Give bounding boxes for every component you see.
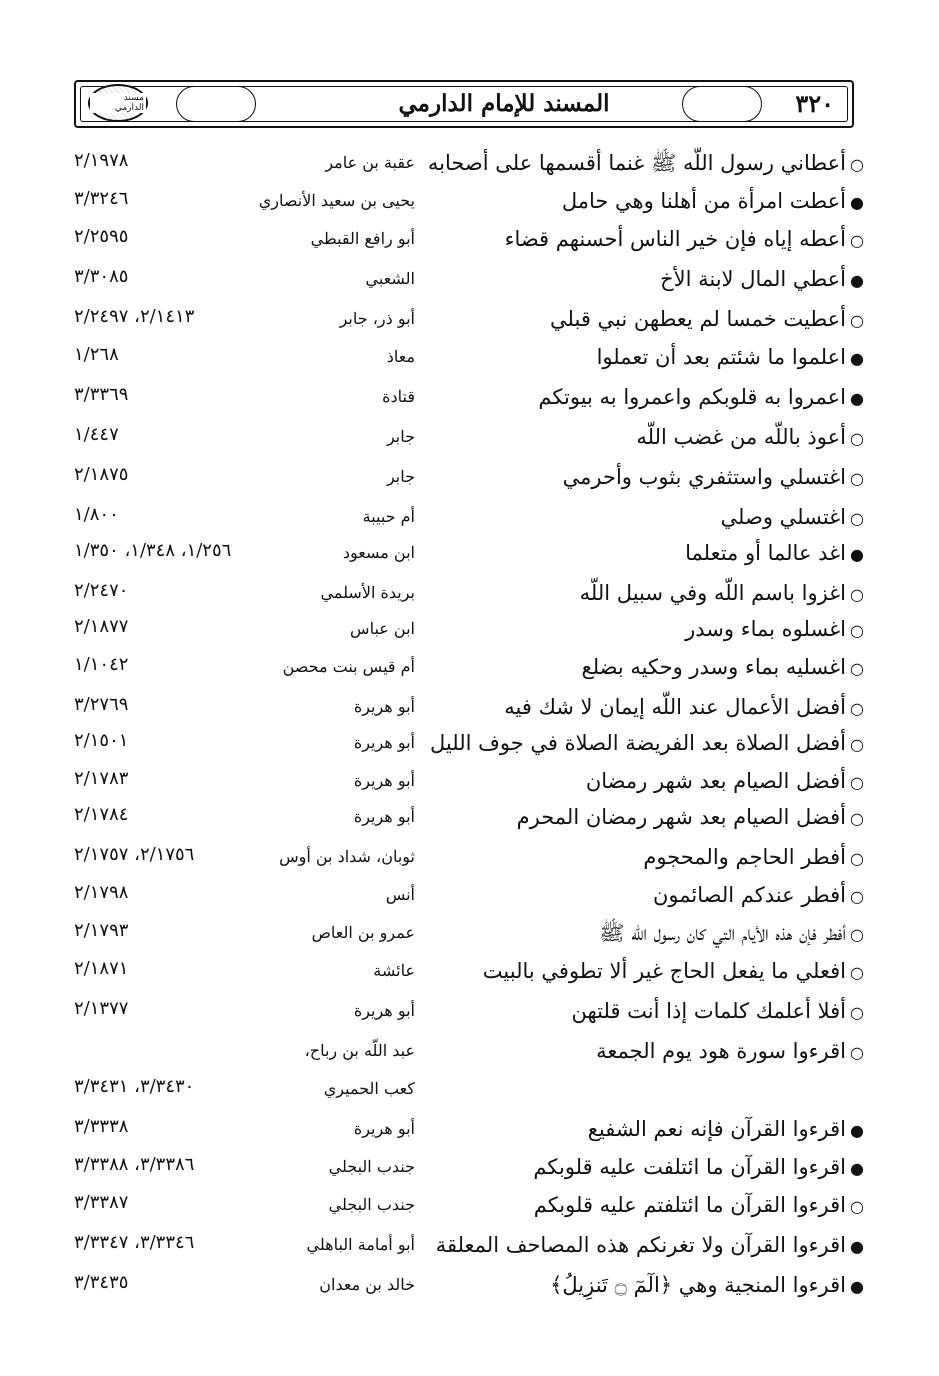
hadith-text	[444, 536, 864, 572]
hadith-text	[427, 146, 864, 182]
hadith-text-content: أعطي المال لابنة الأخ	[660, 267, 846, 291]
volume-hadith-reference: ١/٢٥٦، ١/٣٤٨، ١/٣٥٠	[74, 540, 232, 561]
index-entry	[0, 184, 939, 220]
hadith-text	[444, 1072, 864, 1106]
index-entry	[0, 954, 939, 990]
narrator-name: أبو ذر، جابر	[339, 309, 415, 328]
hadith-text-content: أفضل الأعمال عند اللّه إيمان لا شك فيه	[504, 695, 846, 719]
hadith-text	[444, 650, 864, 686]
index-entry	[0, 500, 939, 536]
hollow-bullet-icon: ○	[850, 1003, 864, 1022]
narrator-name: أبو أمامة الباهلي	[306, 1235, 415, 1254]
index-entry	[0, 650, 939, 686]
narrator-name: ابن عباس	[350, 619, 415, 638]
narrator-name: قتادة	[382, 387, 415, 406]
volume-hadith-reference: ٢/١٤١٣، ٢/٢٤٩٧	[74, 306, 195, 327]
hadith-text-content: أفطر الحاجم والمحجوم	[643, 845, 846, 869]
hollow-bullet-icon: ○	[850, 585, 864, 604]
narrator-name: عمرو بن العاص	[311, 923, 415, 942]
hadith-text-content: أعطاني رسول اللّه ﷺ غنما أقسمها على أصحابه	[427, 151, 846, 175]
hadith-text	[444, 916, 864, 952]
hadith-text	[444, 380, 864, 416]
hadith-text-content: أفطر فإن هذه الأيام التي كان رسول اللّه ﷺ	[599, 921, 846, 945]
index-entry	[0, 800, 939, 836]
index-entry	[0, 262, 939, 298]
hadith-text-content: اغسلوه بماء وسدر	[685, 617, 846, 641]
index-entry	[0, 690, 939, 726]
index-entry	[0, 726, 939, 762]
filled-bullet-icon: ●	[850, 545, 864, 564]
hadith-text	[444, 994, 864, 1030]
volume-hadith-reference: ٣/٢٧٦٩	[74, 694, 129, 715]
index-entry	[0, 1228, 939, 1264]
filled-bullet-icon: ●	[850, 271, 864, 290]
index-entry	[0, 1034, 939, 1070]
volume-hadith-reference: ٢/١٨٧٥	[74, 464, 129, 485]
narrator-name: معاذ	[386, 347, 415, 366]
volume-hadith-reference: ٢/١٩٧٨	[74, 150, 129, 171]
hollow-bullet-icon: ○	[850, 963, 864, 982]
hollow-bullet-icon: ○	[850, 659, 864, 678]
narrator-name: أم حبيبة	[362, 507, 415, 526]
index-entry	[0, 878, 939, 914]
filled-bullet-icon: ●	[850, 1237, 864, 1256]
hadith-text	[444, 1150, 864, 1186]
index-entry	[0, 1268, 939, 1304]
hollow-bullet-icon: ○	[850, 1043, 864, 1062]
volume-hadith-reference: ٣/٣٣٨٦، ٣/٣٣٨٨	[74, 1154, 195, 1175]
narrator-name: جندب البجلي	[328, 1157, 415, 1176]
narrator-name: يحيى بن سعيد الأنصاري	[258, 191, 415, 210]
index-entry	[0, 340, 939, 376]
volume-hadith-reference: ١/٢٦٨	[74, 344, 119, 365]
index-entry	[0, 916, 939, 952]
hadith-text	[444, 1112, 864, 1148]
hadith-text	[444, 222, 864, 258]
filled-bullet-icon: ●	[850, 389, 864, 408]
volume-hadith-reference: ٢/١٥٠١	[74, 730, 129, 751]
narrator-name: بريدة الأسلمي	[320, 583, 415, 602]
narrator-name: أبو هريرة	[353, 697, 415, 716]
hadith-text-content: اغد عالما أو متعلما	[685, 541, 846, 565]
volume-hadith-reference: ٢/١٨٧١	[74, 958, 129, 979]
narrator-name: جابر	[386, 427, 415, 446]
hadith-text-content: أفضل الصيام بعد شهر رمضان	[585, 769, 846, 793]
filled-bullet-icon: ●	[850, 193, 864, 212]
page-number: ٣٢٠	[795, 89, 834, 118]
index-entry	[0, 1150, 939, 1186]
volume-hadith-reference: ٢/١٧٥٦، ٢/١٧٥٧	[74, 844, 195, 865]
hadith-text	[444, 302, 864, 338]
volume-hadith-reference: ٣/٣٤٣٠، ٣/٣٤٣١	[74, 1076, 195, 1097]
volume-hadith-reference: ٣/٣٤٣٥	[74, 1272, 129, 1293]
index-entry	[0, 536, 939, 572]
index-entry	[0, 302, 939, 338]
hollow-bullet-icon: ○	[850, 509, 864, 528]
hollow-bullet-icon: ○	[850, 311, 864, 330]
hadith-text	[444, 690, 864, 726]
hollow-bullet-icon: ○	[850, 925, 864, 944]
volume-hadith-reference: ٣/٣٣٤٦، ٣/٣٣٤٧	[74, 1232, 195, 1253]
hadith-text-content: اغسليه بماء وسدر وحكيه بضلع	[581, 655, 846, 679]
volume-hadith-reference: ٢/١٨٧٧	[74, 616, 129, 637]
hadith-text-content: اقرءوا القرآن ما ائتلفت عليه قلوبكم	[533, 1155, 846, 1179]
index-entry	[0, 420, 939, 456]
index-entry	[0, 222, 939, 258]
narrator-name: أبو رافع القبطي	[310, 229, 415, 248]
hadith-text-content: أعطيت خمسا لم يعطهن نبي قبلي	[550, 307, 846, 331]
index-entry	[0, 840, 939, 876]
hadith-text-content: اقرءوا المنجية وهي ﴿الٓمٓ ۝ تَنزِيلُ﴾	[550, 1273, 846, 1297]
hollow-bullet-icon: ○	[850, 155, 864, 174]
filled-bullet-icon: ●	[850, 1277, 864, 1296]
volume-hadith-reference: ٢/١٧٩٣	[74, 920, 129, 941]
index-entry	[0, 612, 939, 648]
hadith-text	[444, 420, 864, 456]
narrator-name: أنس	[385, 885, 415, 904]
volume-hadith-reference: ٣/٣٣٦٩	[74, 384, 129, 405]
index-entry	[0, 764, 939, 800]
volume-hadith-reference: ٣/٣٢٤٦	[74, 188, 129, 209]
hadith-text-content: أفلا أعلمك كلمات إذا أنت قلتهن	[571, 999, 846, 1023]
hadith-text	[444, 1268, 864, 1304]
narrator-name: أم قيس بنت محصن	[282, 657, 415, 676]
narrator-name: الشعبي	[365, 269, 415, 288]
index-entry	[0, 576, 939, 612]
volume-hadith-reference: ٢/١٧٩٨	[74, 882, 129, 903]
hadith-text-content: اغتسلي واستثفري بثوب وأحرمي	[562, 465, 846, 489]
hadith-text-content: اعمروا به قلوبكم واعمروا به بيوتكم	[538, 385, 846, 409]
hollow-bullet-icon: ○	[850, 849, 864, 868]
hollow-bullet-icon: ○	[850, 887, 864, 906]
hadith-text-content: أعطه إياه فإن خير الناس أحسنهم قضاء	[504, 227, 846, 251]
narrator-name: أبو هريرة	[353, 807, 415, 826]
hadith-text-content: اغتسلي وصلي	[720, 505, 846, 529]
hadith-text-content: افعلي ما يفعل الحاج غير ألا تطوفي بالبيت	[482, 959, 846, 983]
hadith-text-content: اقرءوا القرآن ولا تغرنكم هذه المصاحف المعلقة	[435, 1233, 846, 1257]
narrator-name: أبو هريرة	[353, 1119, 415, 1138]
hadith-text	[444, 460, 864, 496]
volume-hadith-reference: ٢/١٣٧٧	[74, 998, 129, 1019]
hadith-text-content: أعطت امرأة من أهلنا وهي حامل	[561, 189, 846, 213]
hadith-text	[444, 500, 864, 536]
hollow-bullet-icon: ○	[850, 1197, 864, 1216]
narrator-name: جندب البجلي	[328, 1195, 415, 1214]
hadith-text-content: أفضل الصيام بعد شهر رمضان المحرم	[516, 805, 846, 829]
index-entry	[0, 1112, 939, 1148]
index-entry	[0, 460, 939, 496]
hadith-text-content: أفطر عندكم الصائمون	[653, 883, 846, 907]
narrator-name: أبو هريرة	[353, 771, 415, 790]
hadith-text	[444, 764, 864, 800]
volume-hadith-reference: ٣/٣٠٨٥	[74, 266, 129, 287]
hollow-bullet-icon: ○	[850, 773, 864, 792]
narrator-name: عائشة	[373, 961, 415, 980]
hadith-text	[444, 340, 864, 376]
hollow-bullet-icon: ○	[850, 231, 864, 250]
hadith-text	[444, 184, 864, 220]
hadith-text	[444, 612, 864, 648]
hollow-bullet-icon: ○	[850, 469, 864, 488]
narrator-name: خالد بن معدان	[319, 1275, 415, 1294]
narrator-name: كعب الحميري	[323, 1079, 415, 1098]
hadith-text-content: اقرءوا القرآن فإنه نعم الشفيع	[587, 1117, 846, 1141]
volume-hadith-reference: ٢/١٧٨٤	[74, 804, 129, 825]
index-entry	[0, 380, 939, 416]
hadith-text	[444, 262, 864, 298]
hadith-text-content: اقرءوا القرآن ما ائتلفتم عليه قلوبكم	[533, 1193, 846, 1217]
narrator-name: أبو هريرة	[353, 1001, 415, 1020]
hadith-text-content: اعلموا ما شئتم بعد أن تعملوا	[596, 345, 846, 369]
volume-hadith-reference: ٢/٢٤٧٠	[74, 580, 129, 601]
hollow-bullet-icon: ○	[850, 699, 864, 718]
seal-text: مسند الدارمي	[90, 93, 146, 113]
volume-hadith-reference: ٣/٣٣٨٧	[74, 1192, 129, 1213]
hollow-bullet-icon: ○	[850, 735, 864, 754]
hadith-text	[430, 726, 864, 762]
hadith-text-content: أفضل الصلاة بعد الفريضة الصلاة في جوف الليل	[430, 731, 846, 755]
hadith-text	[444, 878, 864, 914]
hollow-bullet-icon: ○	[850, 809, 864, 828]
volume-hadith-reference: ١/٤٤٧	[74, 424, 119, 445]
volume-hadith-reference: ٢/١٧٨٣	[74, 768, 129, 789]
hadith-text	[444, 800, 864, 836]
hadith-text-content: أعوذ باللّه من غضب اللّه	[636, 425, 846, 449]
filled-bullet-icon: ●	[850, 1121, 864, 1140]
filled-bullet-icon: ●	[850, 349, 864, 368]
narrator-name: عقبة بن عامر	[325, 153, 415, 172]
hollow-bullet-icon: ○	[850, 621, 864, 640]
filled-bullet-icon: ●	[850, 1159, 864, 1178]
volume-hadith-reference: ٣/٣٣٣٨	[74, 1116, 129, 1137]
narrator-name: عبد اللّه بن رباح،	[304, 1041, 415, 1060]
hadith-text	[435, 1228, 864, 1264]
hollow-bullet-icon: ○	[850, 429, 864, 448]
index-entry	[0, 1072, 939, 1108]
hadith-text-content: اغزوا باسم اللّه وفي سبيل اللّه	[579, 581, 846, 605]
hadith-text	[444, 954, 864, 990]
narrator-name: جابر	[386, 467, 415, 486]
hadith-text	[444, 1034, 864, 1070]
volume-hadith-reference: ٢/٢٥٩٥	[74, 226, 129, 247]
hadith-text-content: اقرءوا سورة هود يوم الجمعة	[596, 1039, 846, 1063]
hadith-text	[444, 576, 864, 612]
index-entry	[0, 1188, 939, 1224]
book-title: المسند للإمام الدارمي	[398, 90, 610, 117]
hadith-text	[444, 840, 864, 876]
volume-hadith-reference: ١/٨٠٠	[74, 504, 119, 525]
hadith-text	[444, 1188, 864, 1224]
narrator-name: أبو هريرة	[353, 733, 415, 752]
index-entry	[0, 146, 939, 182]
index-entry	[0, 994, 939, 1030]
volume-hadith-reference: ١/١٠٤٢	[74, 654, 129, 675]
narrator-name: ابن مسعود	[342, 543, 415, 562]
narrator-name: ثوبان، شداد بن أوس	[279, 847, 415, 866]
